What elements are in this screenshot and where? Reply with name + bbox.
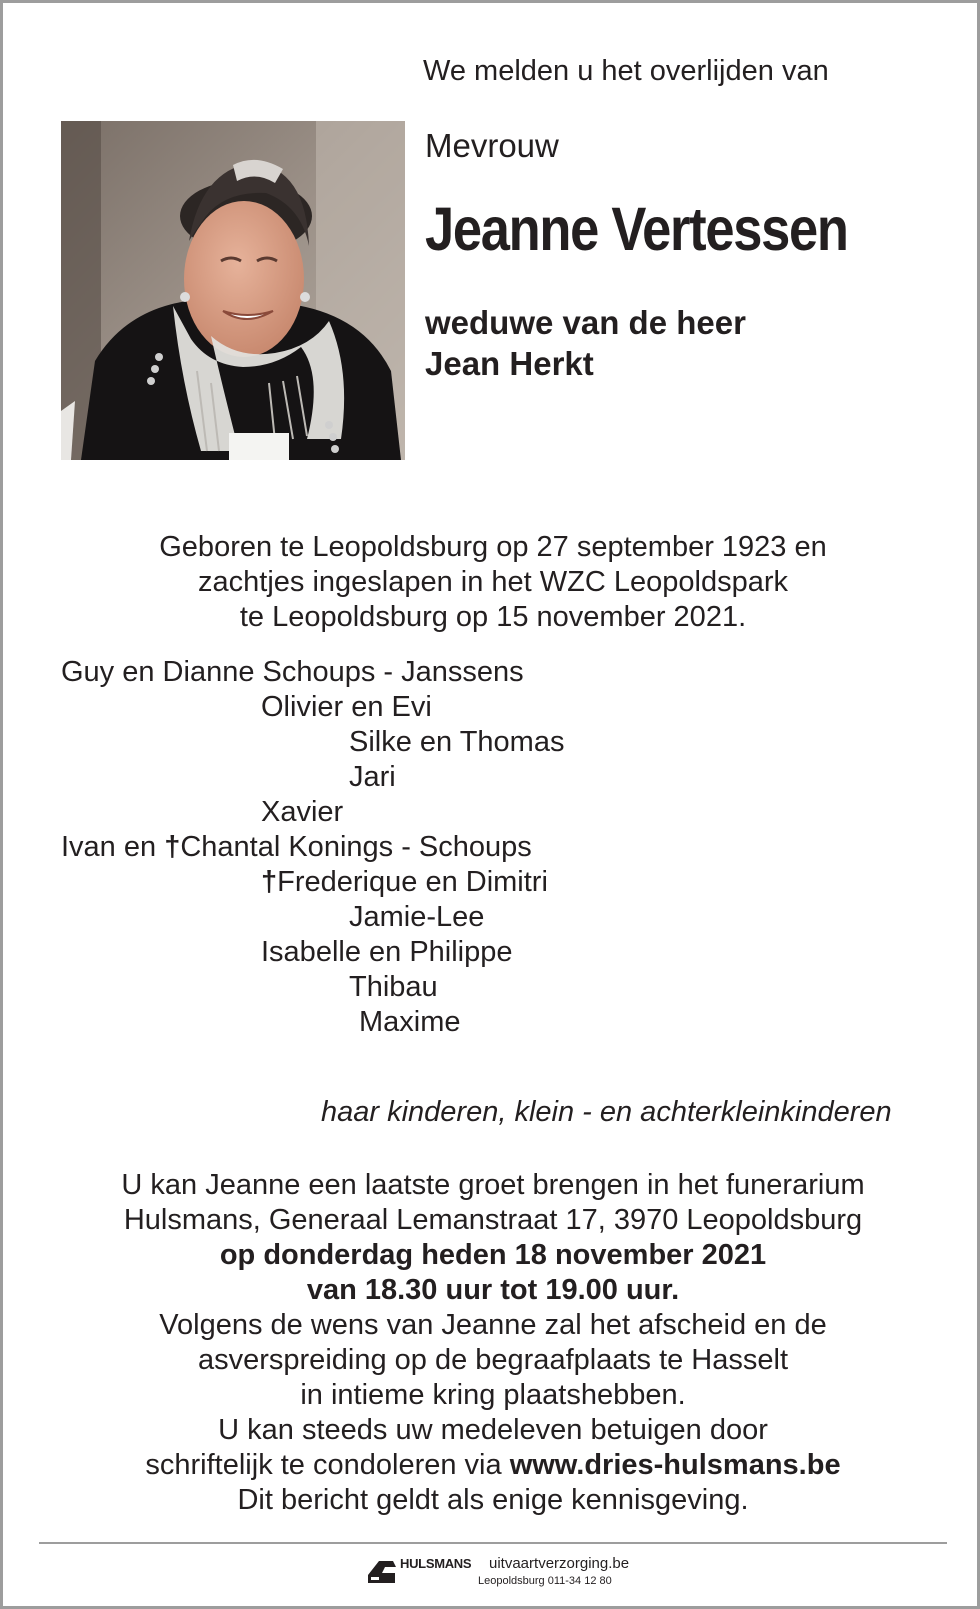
family-member: [61, 831, 532, 864]
family-member: Jamie-Lee: [349, 901, 485, 933]
hulsmans-logo-icon: [365, 1553, 399, 1587]
family-member: Thibau: [349, 971, 438, 1003]
condolence-prefix: schriftelijk te condoleren via: [145, 1449, 510, 1481]
visit-time: van 18.30 uur tot 19.00 uur.: [306, 1274, 680, 1306]
portrait-photo: [61, 121, 405, 460]
family-member: Maxime: [359, 1006, 461, 1038]
family-member: Isabelle en Philippe: [261, 936, 513, 968]
deceased-name: Jeanne Vertessen: [425, 195, 848, 263]
family-member: Xavier: [261, 796, 344, 828]
condolence-link[interactable]: www.dries-hulsmans.be: [509, 1449, 841, 1481]
birth-death-paragraph: [3, 530, 980, 635]
honorific: Mevrouw: [425, 127, 559, 164]
visit-date: op donderdag heden 18 november 2021: [219, 1239, 767, 1271]
notice-line: Dit bericht geldt als enige kennisgeving.: [237, 1484, 749, 1516]
footer-brand: HULSMANS: [400, 1556, 472, 1571]
farewell-line: in intieme kring plaatshebben.: [300, 1379, 686, 1411]
family-member: Guy en Dianne Schoups - Janssens: [61, 656, 524, 688]
family-member: Jari: [349, 761, 396, 793]
farewell-line: asverspreiding op de begraafplaats te Hasselt: [197, 1344, 789, 1376]
visitation-and-farewell: [3, 1168, 980, 1518]
footer-contact: Leopoldsburg 011-34 12 80: [478, 1575, 612, 1587]
visit-line: U kan Jeanne een laatste groet brengen in het funerarium: [121, 1169, 865, 1201]
husband-name: Jean Herkt: [425, 345, 594, 382]
family-member-suffix: Chantal Konings - Schoups: [180, 831, 532, 863]
cross-symbol: †: [164, 831, 181, 863]
widow-line: weduwe van de heer: [425, 304, 746, 341]
family-signoff: haar kinderen, klein - en achterkleinkinderen: [321, 1096, 892, 1128]
footer-divider: [39, 1542, 947, 1544]
visit-address: Hulsmans, Generaal Lemanstraat 17, 3970 Leopoldsburg: [123, 1204, 863, 1236]
farewell-line: Volgens de wens van Jeanne zal het afscheid en de: [159, 1309, 827, 1341]
condolence-line: [3, 1448, 980, 1483]
family-member: Olivier en Evi: [261, 691, 432, 723]
family-member-suffix: Frederique en Dimitri: [277, 866, 548, 898]
intro-text: We melden u het overlijden van: [423, 55, 829, 87]
birth-line: zachtjes ingeslapen in het WZC Leopoldspark: [198, 566, 788, 598]
family-member: Silke en Thomas: [349, 726, 565, 758]
farewell-line: U kan steeds uw medeleven betuigen door: [218, 1414, 768, 1446]
family-member: [261, 866, 548, 899]
cross-symbol: †: [261, 866, 278, 898]
footer-website: uitvaartverzorging.be: [489, 1555, 630, 1572]
birth-line: Geboren te Leopoldsburg op 27 september 1923 en: [159, 531, 827, 563]
family-member-prefix: Ivan en: [61, 831, 165, 863]
birth-line: te Leopoldsburg op 15 november 2021.: [239, 601, 747, 633]
